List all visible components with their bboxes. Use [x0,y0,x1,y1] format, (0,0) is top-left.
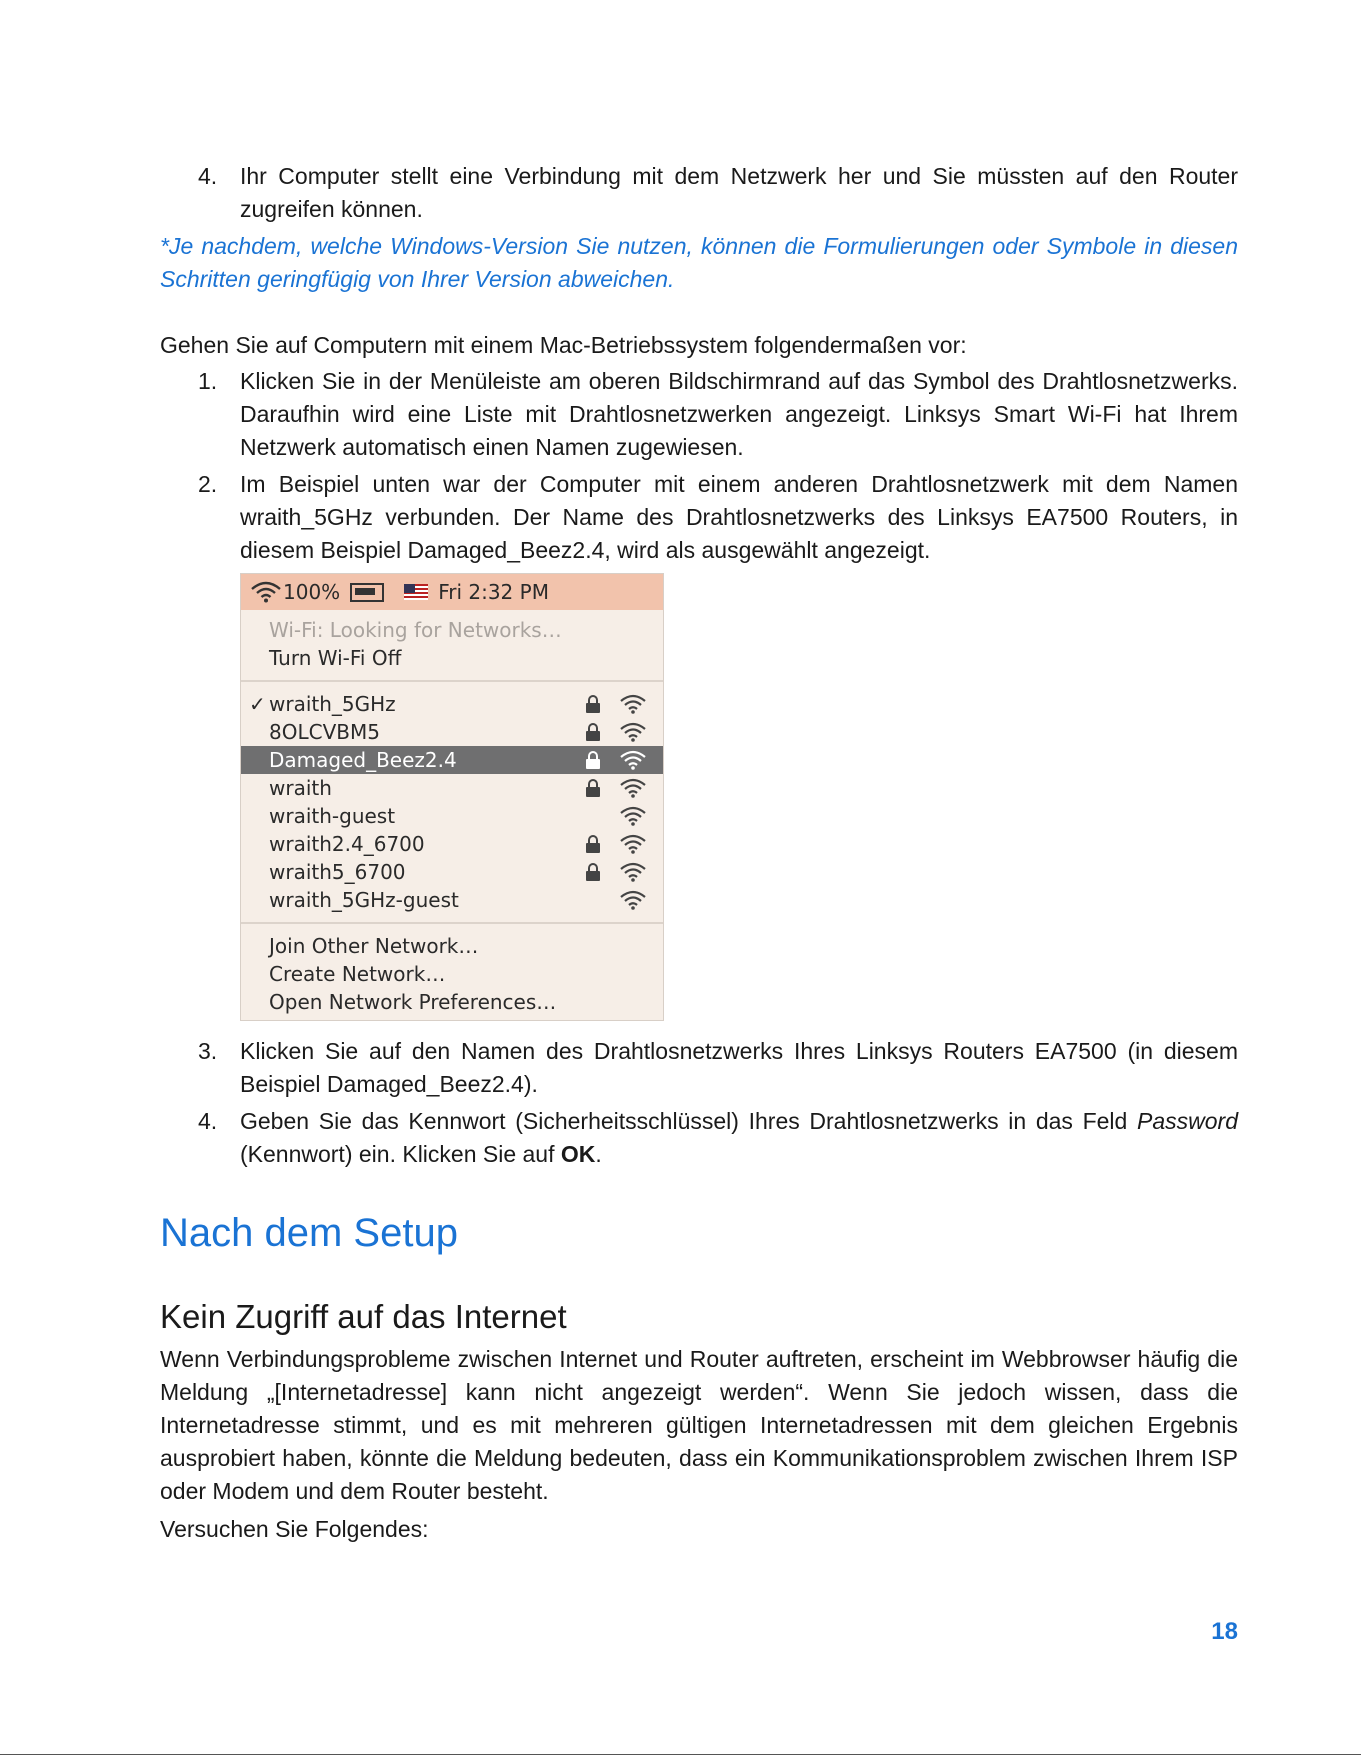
mac-intro: Gehen Sie auf Computern mit einem Mac-Betriebssystem folgendermaßen vor: [160,332,967,358]
wifi-signal-icon [619,834,647,854]
network-item[interactable] [241,774,663,802]
step-text-mid: (Kennwort) ein. Klicken Sie auf [240,1141,561,1167]
lock-icon [585,723,601,741]
step-item [160,468,1238,567]
step-item [160,1105,1238,1171]
mac-menubar [241,574,663,610]
mac-steps-continued [160,1035,1238,1171]
wifi-signal-icon [619,862,647,882]
join-other-network-item[interactable]: Join Other Network… [269,934,479,958]
step-number: 3. [198,1038,218,1064]
network-item[interactable] [241,690,663,718]
step-text-pre: Geben Sie das Kennwort (Sicherheitsschlüssel) Ihres Drahtlosnetzwerks in das Feld [240,1108,1138,1134]
network-item[interactable] [241,858,663,886]
footer-rule [0,1754,1361,1755]
menu-divider [241,922,663,924]
password-field-name: Password [1137,1108,1238,1134]
network-name: wraith_5GHz-guest [269,888,459,912]
create-network-item[interactable]: Create Network… [269,962,446,986]
step-text: Klicken Sie in der Menüleiste am oberen Bildschirmrand auf das Symbol des Drahtlosnetzwerks. Daraufhin wird eine Liste mit Drahtlosnetzwerken angezeigt. Linksys Smart Wi-Fi hat Ihrem Netzwerk automatisch einen Namen zugewiesen. [240,368,1238,460]
menubar-clock: Fri 2:32 PM [438,580,549,604]
wifi-signal-icon [619,890,647,910]
step-text: Ihr Computer stellt eine Verbindung mit dem Netzwerk her und Sie müssten auf den Router zugreifen können. [240,163,1238,222]
network-name: wraith_5GHz [269,692,396,716]
network-name: Damaged_Beez2.4 [269,748,457,772]
page-content [160,160,1238,1546]
network-name: wraith-guest [269,804,396,828]
battery-icon [350,583,384,602]
step-text: Klicken Sie auf den Namen des Drahtlosnetzwerks Ihres Linksys Routers EA7500 (in diesem Beispiel Damaged_Beez2.4). [240,1038,1238,1097]
subsection-heading: Kein Zugriff auf das Internet [160,1298,567,1335]
checkmark-icon: ✓ [249,692,266,716]
wifi-signal-icon [619,722,647,742]
lock-icon [585,695,601,713]
battery-percent: 100% [283,580,341,604]
windows-steps-end [160,160,1238,226]
network-item[interactable] [241,886,663,914]
turn-wifi-off-item[interactable]: Turn Wi-Fi Off [269,646,402,670]
step-item [160,1035,1238,1101]
step-text-post: . [595,1141,602,1167]
wifi-menu-screenshot [240,573,664,1021]
section-heading: Nach dem Setup [160,1211,458,1255]
step-number: 1. [198,368,218,394]
open-network-preferences-item[interactable]: Open Network Preferences… [269,990,557,1014]
body-paragraph: Wenn Verbindungsprobleme zwischen Internet und Router auftreten, erscheint im Webbrowser häufig die Meldung „[Internetadresse] kann nicht angezeigt werden“. Wenn Sie jedoch wissen, dass die Internetadresse stimmt, und es mit mehreren gültigen Internetadressen mit dem gleichen Ergebnis ausprobiert haben, könnte die Meldung bedeuten, dass ein Kommunikationsproblem zwischen Ihrem ISP oder Modem und dem Router besteht. [160,1346,1238,1504]
wifi-signal-icon [619,750,647,770]
network-item[interactable] [241,718,663,746]
network-name: 8OLCVBM5 [269,720,380,744]
step-number: 2. [198,471,218,497]
step-number: 4. [198,1108,218,1134]
wifi-icon[interactable] [249,581,283,603]
windows-version-note: *Je nachdem, welche Windows-Version Sie nutzen, können die Formulierungen oder Symbole in diesen Schritten geringfügig von Ihrer Version abweichen. [160,233,1238,292]
network-item[interactable] [241,746,663,774]
lock-icon [585,863,601,881]
try-following: Versuchen Sie Folgendes: [160,1516,429,1542]
lock-icon [585,835,601,853]
step-number: 4. [198,163,218,189]
ok-label: OK [560,1141,596,1167]
wifi-signal-icon [619,694,647,714]
network-name: wraith2.4_6700 [269,832,425,856]
page-number: 18 [1211,1618,1238,1645]
step-item [160,365,1238,464]
mac-steps [160,365,1238,567]
lock-icon [585,751,601,769]
network-name: wraith5_6700 [269,860,406,884]
network-item[interactable] [241,802,663,830]
step-text: Im Beispiel unten war der Computer mit einem anderen Drahtlosnetzwerk mit dem Namen wraith_5GHz verbunden. Der Name des Drahtlosnetzwerks des Linksys EA7500 Routers, in diesem Beispiel Damaged_Beez2.4, wird als ausgewählt angezeigt. [240,471,1238,563]
wifi-signal-icon [619,806,647,826]
network-name: wraith [269,776,332,800]
network-list [241,690,663,914]
us-flag-icon [404,584,428,600]
lock-icon [585,779,601,797]
step-item [160,160,1238,226]
wifi-signal-icon [619,778,647,798]
network-item[interactable] [241,830,663,858]
menu-divider [241,680,663,682]
wifi-status: Wi-Fi: Looking for Networks… [269,618,562,642]
